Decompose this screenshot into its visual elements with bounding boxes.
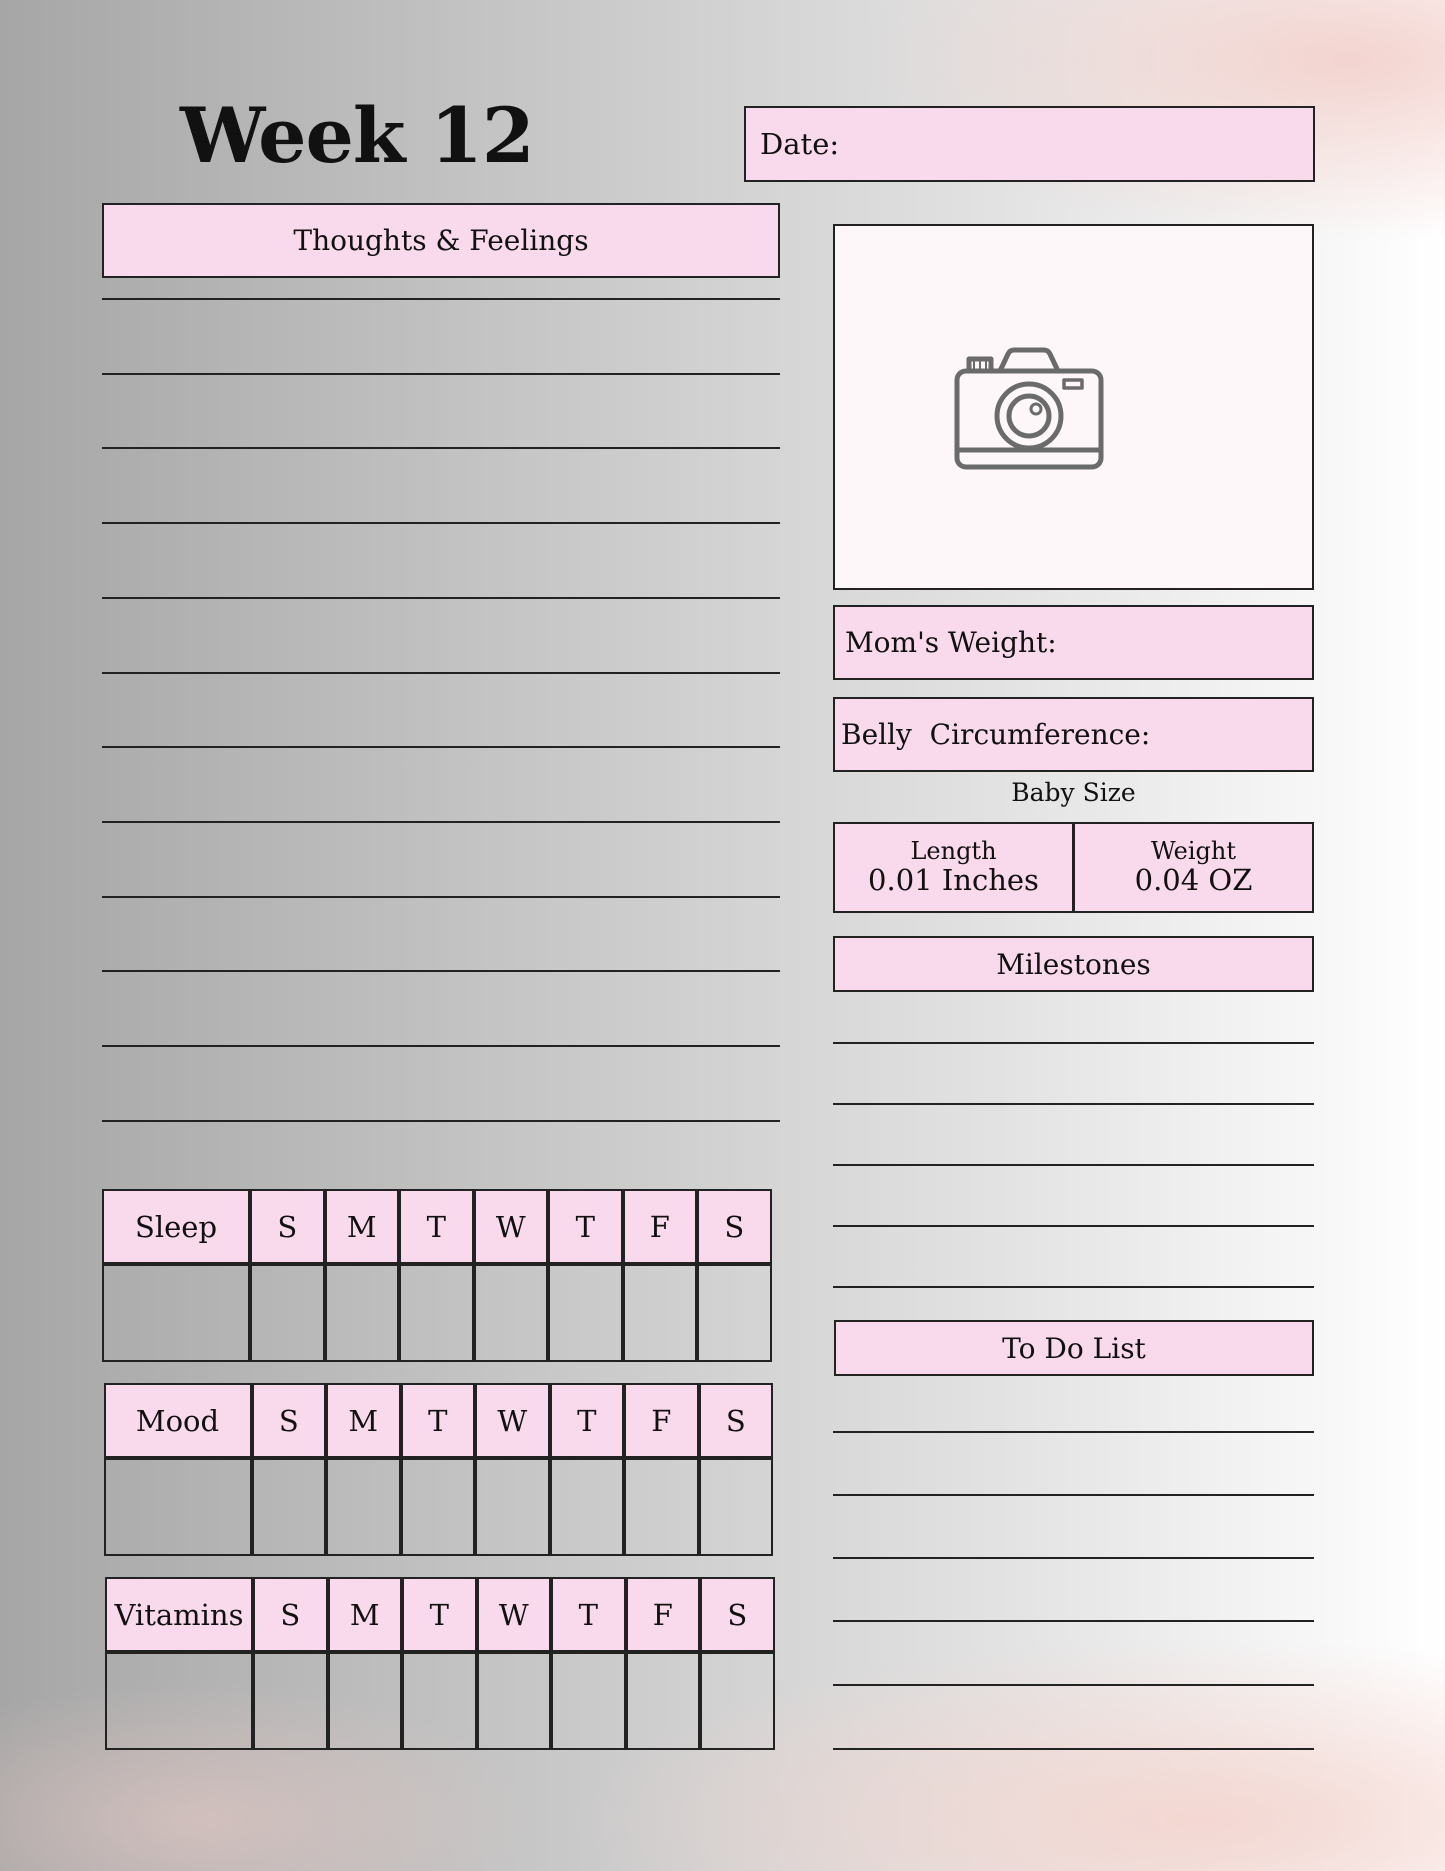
milestone-line[interactable]: [833, 1164, 1314, 1166]
day-header: F: [624, 1383, 699, 1458]
tracker-cell[interactable]: [700, 1652, 775, 1750]
tracker-cell[interactable]: [328, 1652, 403, 1750]
tracker-label-vitamins: Vitamins: [105, 1577, 253, 1652]
todo-header: [834, 1320, 1314, 1376]
writing-line[interactable]: [102, 821, 780, 823]
tracker-cell[interactable]: [548, 1264, 623, 1362]
writing-line[interactable]: [102, 597, 780, 599]
length-value: 0.01 Inches: [868, 862, 1039, 897]
writing-line[interactable]: [102, 373, 780, 375]
day-header: W: [475, 1383, 550, 1458]
day-header: S: [253, 1577, 328, 1652]
tracker-cell[interactable]: [551, 1652, 626, 1750]
todo-line[interactable]: [833, 1620, 1314, 1622]
tracker-cell[interactable]: [401, 1458, 476, 1556]
tracker-cell[interactable]: [102, 1264, 250, 1362]
moms-weight-label: Mom's Weight:: [845, 626, 1057, 659]
day-header: T: [402, 1577, 477, 1652]
tracker-cell[interactable]: [624, 1458, 699, 1556]
writing-line[interactable]: [102, 447, 780, 449]
tracker-cell[interactable]: [474, 1264, 549, 1362]
tracker-cell[interactable]: [475, 1458, 550, 1556]
day-header: S: [700, 1577, 775, 1652]
day-header: F: [623, 1189, 698, 1264]
day-header: M: [326, 1383, 401, 1458]
milestone-line[interactable]: [833, 1103, 1314, 1105]
photo-placeholder[interactable]: [833, 224, 1314, 590]
writing-line[interactable]: [102, 1120, 780, 1122]
writing-line[interactable]: [102, 1045, 780, 1047]
tracker-label-mood: Mood: [104, 1383, 252, 1458]
weight-label: Weight: [1150, 837, 1237, 866]
tracker-cell[interactable]: [325, 1264, 400, 1362]
milestone-line[interactable]: [833, 1042, 1314, 1044]
day-header: T: [399, 1189, 474, 1264]
tracker-cell[interactable]: [402, 1652, 477, 1750]
tracker-cell[interactable]: [105, 1652, 253, 1750]
todo-label: To Do List: [1002, 1331, 1146, 1365]
day-header: T: [548, 1189, 623, 1264]
tracker-cell[interactable]: [550, 1458, 625, 1556]
tracker-cell[interactable]: [399, 1264, 474, 1362]
camera-icon: [954, 346, 1104, 470]
todo-line[interactable]: [833, 1557, 1314, 1559]
length-label: Length: [910, 837, 997, 866]
day-header: S: [697, 1189, 772, 1264]
day-header: S: [252, 1383, 327, 1458]
writing-line[interactable]: [102, 970, 780, 972]
day-header: T: [551, 1577, 626, 1652]
belly-circumference-field[interactable]: [833, 697, 1314, 772]
tracker-cell[interactable]: [253, 1652, 328, 1750]
todo-line[interactable]: [833, 1748, 1314, 1750]
writing-line[interactable]: [102, 298, 780, 300]
tracker-cell[interactable]: [326, 1458, 401, 1556]
tracker-cell[interactable]: [250, 1264, 325, 1362]
writing-line[interactable]: [102, 522, 780, 524]
day-header: T: [401, 1383, 476, 1458]
writing-line[interactable]: [102, 896, 780, 898]
weight-value: 0.04 OZ: [1134, 862, 1253, 897]
tracker-cell[interactable]: [477, 1652, 552, 1750]
date-field[interactable]: [744, 106, 1315, 182]
milestone-line[interactable]: [833, 1286, 1314, 1288]
tracker-cell[interactable]: [697, 1264, 772, 1362]
moms-weight-field[interactable]: [833, 605, 1314, 680]
date-label: Date:: [760, 127, 840, 161]
day-header: W: [477, 1577, 552, 1652]
baby-length-cell: [833, 822, 1074, 913]
day-header: T: [550, 1383, 625, 1458]
day-header: M: [325, 1189, 400, 1264]
belly-circumference-label: Belly Circumference:: [841, 718, 1151, 751]
todo-line[interactable]: [833, 1684, 1314, 1686]
thoughts-header: [102, 203, 780, 278]
tracker-cell[interactable]: [626, 1652, 701, 1750]
milestones-label: Milestones: [996, 947, 1151, 981]
day-header: F: [626, 1577, 701, 1652]
baby-weight-cell: [1073, 822, 1314, 913]
tracker-cell[interactable]: [699, 1458, 774, 1556]
tracker-cell[interactable]: [252, 1458, 327, 1556]
milestones-header: [833, 936, 1314, 992]
thoughts-label: Thoughts & Feelings: [293, 224, 589, 257]
day-header: S: [250, 1189, 325, 1264]
tracker-cell[interactable]: [623, 1264, 698, 1362]
todo-line[interactable]: [833, 1494, 1314, 1496]
writing-line[interactable]: [102, 672, 780, 674]
todo-line[interactable]: [833, 1431, 1314, 1433]
day-header: M: [328, 1577, 403, 1652]
page-title: Week 12: [180, 91, 534, 180]
milestone-line[interactable]: [833, 1225, 1314, 1227]
baby-size-label: Baby Size: [1011, 778, 1136, 807]
tracker-cell[interactable]: [104, 1458, 252, 1556]
writing-line[interactable]: [102, 746, 780, 748]
day-header: W: [474, 1189, 549, 1264]
day-header: S: [699, 1383, 774, 1458]
tracker-label-sleep: Sleep: [102, 1189, 250, 1264]
